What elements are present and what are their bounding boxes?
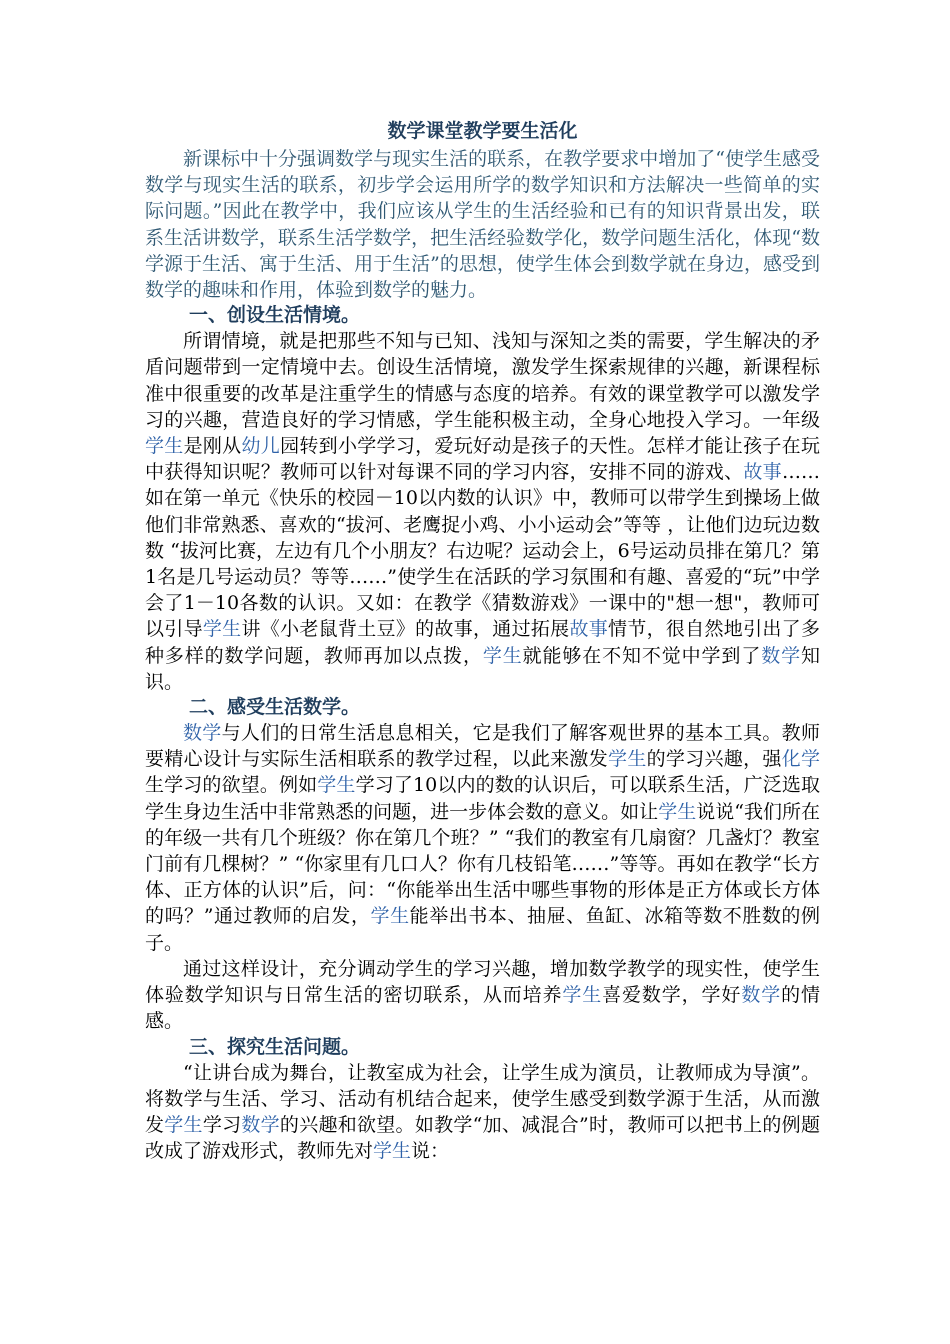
keyword-link: 故事 [569,618,609,641]
text-run: 生学习的欲望。例如 [145,774,318,797]
intro-paragraph: 新课标中十分强调数学与现实生活的联系，在教学要求中增加了“使学生感受数学与现实生活的联系，初步学会运用所学的数学知识和方法解决一些简单的实际问题。”因此在教学中，我们应该从学生的生活经验和已有的知识背景出发，联系生活讲数学，联系生活学数学，把生活经验数学化，数学问题生活化，体现“数学源于生活、寓于生活、用于生活”的思想，使学生体会到数学就在身边，感受到数学的趣味和作用，体验到数学的魅力。 [145,148,820,302]
keyword-link: 化学 [781,748,820,771]
keyword-link: 数学 [241,1113,280,1136]
keyword-link: 学生 [373,1140,412,1163]
text-run: 的情感。 [145,984,820,1033]
keyword-link: 学生 [658,800,697,823]
keyword-link: 学生 [317,774,356,797]
keyword-link: 学生 [145,435,184,458]
keyword-link: 数学 [183,722,222,745]
text-run: 的学习兴趣，强 [646,748,782,771]
keyword-link: 学生 [562,984,603,1007]
section-paragraph [145,1060,820,1165]
text-run: 所谓情境，就是把那些不知与已知、浅知与深知之类的需要，学生解决的矛盾问题带到一定情境中去。创设生活情境，激发学生探索规律的兴趣，新课程标准中很重要的改革是注重学生的情感与态度的培养。有效的课堂教学可以激发学习的兴趣，营造良好的学习情感，学生能积极主动，全身心地投入学习。一年级 [145,330,820,431]
section-heading: 二、感受生活数学。 [189,696,361,719]
keyword-link: 学生 [164,1113,203,1136]
keyword-link: 学生 [370,905,410,928]
text-run: ……如在第一单元《快乐的校园－10以内数的认识》中，教师可以带学生到操场上做他们非常熟悉、喜欢的“拔河、老鹰捉小鸡、小小运动会”等等 ，让他们边玩边数数 “拔河比赛，左边有几个小朋友？右边呢？运动会上，6号运动员排在第几？第1名是几号运动员？等等……”使学生在活跃的学习氛围和有趣、喜爱的“玩”中学会了1－10各数的认识。又如：在教学《猜数游戏》一课中的"想一想"，教师可以引导 [145,461,820,641]
section-heading: 三、探究生活问题。 [189,1035,361,1058]
text-run: 知识。 [145,644,820,693]
keyword-link: 学生 [202,618,242,641]
section-paragraph [145,720,820,956]
keyword-link: 故事 [743,461,782,484]
text-run: 与人们的日常生活息息相关，它是我们了解客观世界的基本工具。教师要精心设计与实际生活相联系的教学过程，以此来激发 [145,722,820,771]
section-paragraph [145,328,820,695]
text-run: 通过这样设计，充分调动学生的学习兴趣，增加数学教学的现实性，使学生体验数学知识与日常生活的密切联系，从而培养 [145,957,820,1007]
sections-container [145,303,820,1164]
text-run: 能举出书本、抽屉、鱼缸、冰箱等数不胜数的例子。 [145,905,820,954]
document-page [145,118,820,1164]
text-run: 学习了10以内的数的认识后，可以联系生活，广泛选取学生身边生活中非常熟悉的问题，进一步体会数的意义。如让 [145,774,820,823]
keyword-link: 数学 [761,644,801,667]
text-run: 说说“我们所在的年级一共有几个班级？你在第几个班？” “我们的教室有几扇窗？几盏灯？教室门前有几棵树？” “你家里有几口人？你有几枝铅笔……”等等。再如在教学“长方体、正方体的认识”后，问：“你能举出生活中哪些事物的形体是正方体或长方体的吗？”通过教师的启发， [145,800,820,928]
text-run: 就能够在不知不觉中学到了 [522,644,762,667]
keyword-link: 学生 [482,644,523,667]
text-run: 讲《小老鼠背土豆》的故事，通过拓展 [241,618,570,641]
text-run: 的兴趣和欲望。如教学“加、减混合”时，教师可以把书上的例题改成了游戏形式，教师先对 [145,1113,820,1163]
keyword-link: 学生 [608,748,647,771]
text-run: 情节，很自然地引出了多种多样的数学问题，教师再加以点拨， [145,618,820,667]
text-run: 学习 [202,1113,242,1136]
text-run: “让讲台成为舞台，让教室成为社会，让学生成为演员，让教师成为导演”。将数学与生活、学习、活动有机结合起来，使学生感受到数学源于生活，从而激发 [145,1061,820,1136]
text-run: 喜爱数学，学好 [602,984,742,1007]
text-run: 园转到小学学习，爱玩好动是孩子的天性。怎样才能让孩子在玩中获得知识呢？教师可以针对每课不同的学习内容，安排不同的游戏、 [145,435,820,484]
keyword-link: 幼儿 [241,435,281,458]
text-run: 是刚从 [183,435,242,458]
text-run: 说： [411,1140,450,1163]
section-paragraph [145,956,820,1035]
keyword-link: 数学 [741,984,782,1007]
section-heading: 一、创设生活情境。 [189,304,361,327]
document-title: 数学课堂教学要生活化 [387,120,578,142]
